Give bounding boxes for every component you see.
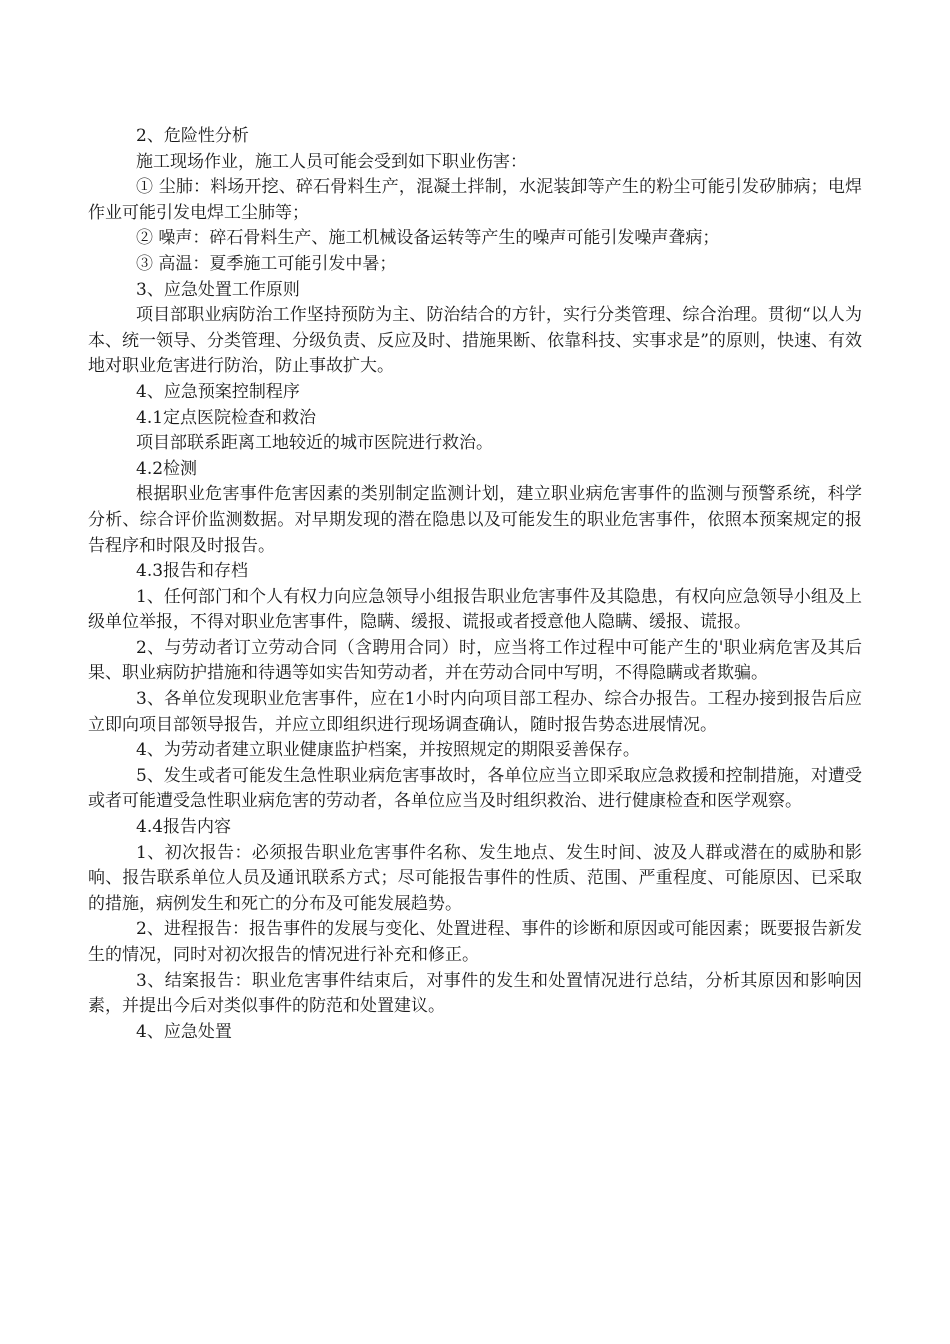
paragraph: 施工现场作业，施工人员可能会受到如下职业伤害： — [136, 151, 527, 172]
subsection-heading-reporting: 4.3报告和存档 — [136, 561, 249, 582]
subsection-heading-hospital: 4.1定点医院检查和救治 — [136, 407, 317, 428]
section-heading-principles: 3、应急处置工作原则 — [136, 279, 300, 300]
paragraph: 根据职业危害事件危害因素的类别制定监测计划，建立职业病危害事件的监测与预警系统，科学分析、综合评价监测数据。对早期发现的潜在隐患以及可能发生的职业危害事件，依照本预案规定的报告程序和时限及时报告。 — [88, 484, 862, 556]
list-item: 4、为劳动者建立职业健康监护档案，并按照规定的期限妥善保存。 — [136, 740, 640, 761]
paragraph: 项目部联系距离工地较近的城市医院进行救治。 — [136, 433, 493, 454]
list-item: 1、任何部门和个人有权力向应急领导小组报告职业危害事件及其隐患，有权向应急领导小组及上级单位举报，不得对职业危害事件，隐瞒、缓报、谎报或者授意他人隐瞒、缓报、谎报。 — [88, 586, 862, 633]
list-item: 3、结案报告：职业危害事件结束后，对事件的发生和处置情况进行总结，分析其原因和影响因素，并提出今后对类似事件的防范和处置建议。 — [88, 970, 862, 1017]
document-body — [88, 124, 862, 1045]
paragraph: 项目部职业病防治工作坚持预防为主、防治结合的方针，实行分类管理、综合治理。贯彻“以人为本、统一领导、分类管理、分级负责、反应及时、措施果断、依靠科技、实事求是”的原则，快速、有效地对职业危害进行防治，防止事故扩大。 — [88, 305, 862, 377]
list-item: 1、初次报告：必须报告职业危害事件名称、发生地点、发生时间、波及人群或潜在的威胁和影响、报告联系单位人员及通讯联系方式；尽可能报告事件的性质、范围、严重程度、可能原因、已采取的措施，病例发生和死亡的分布及可能发展趋势。 — [88, 842, 862, 914]
list-item-noise: ② 噪声：碎石骨料生产、施工机械设备运转等产生的噪声可能引发噪声聋病； — [136, 228, 720, 249]
list-item-pneumoconiosis: ① 尘肺：料场开挖、碎石骨料生产，混凝土拌制，水泥装卸等产生的粉尘可能引发矽肺病；电焊作业可能引发电焊工尘肺等； — [88, 177, 862, 223]
section-heading-control-procedure: 4、应急预案控制程序 — [136, 381, 300, 402]
list-item: 2、进程报告：报告事件的发展与变化、处置进程、事件的诊断和原因或可能因素；既要报告新发生的情况，同时对初次报告的情况进行补充和修正。 — [88, 919, 862, 965]
subsection-heading-detection: 4.2检测 — [136, 458, 198, 479]
subsection-heading-report-content: 4.4报告内容 — [136, 817, 232, 838]
section-heading-emergency-response: 4、应急处置 — [136, 1021, 232, 1042]
list-item-heat: ③ 高温：夏季施工可能引发中暑； — [136, 253, 397, 274]
list-item: 5、发生或者可能发生急性职业病危害事故时，各单位应当立即采取应急救援和控制措施，对遭受或者可能遭受急性职业病危害的劳动者，各单位应当及时组织救治、进行健康检查和医学观察。 — [88, 765, 862, 812]
section-heading-hazard-analysis: 2、危险性分析 — [136, 126, 249, 146]
list-item: 3、各单位发现职业危害事件，应在1小时内向项目部工程办、综合办报告。工程办接到报告后应立即向项目部领导报告，并应立即组织进行现场调查确认，随时报告势态进展情况。 — [88, 689, 862, 735]
list-item: 2、与劳动者订立劳动合同（含聘用合同）时，应当将工作过程中可能产生的'职业病危害及其后果、职业病防护措施和待遇等如实告知劳动者，并在劳动合同中写明，不得隐瞒或者欺骗。 — [88, 637, 862, 684]
